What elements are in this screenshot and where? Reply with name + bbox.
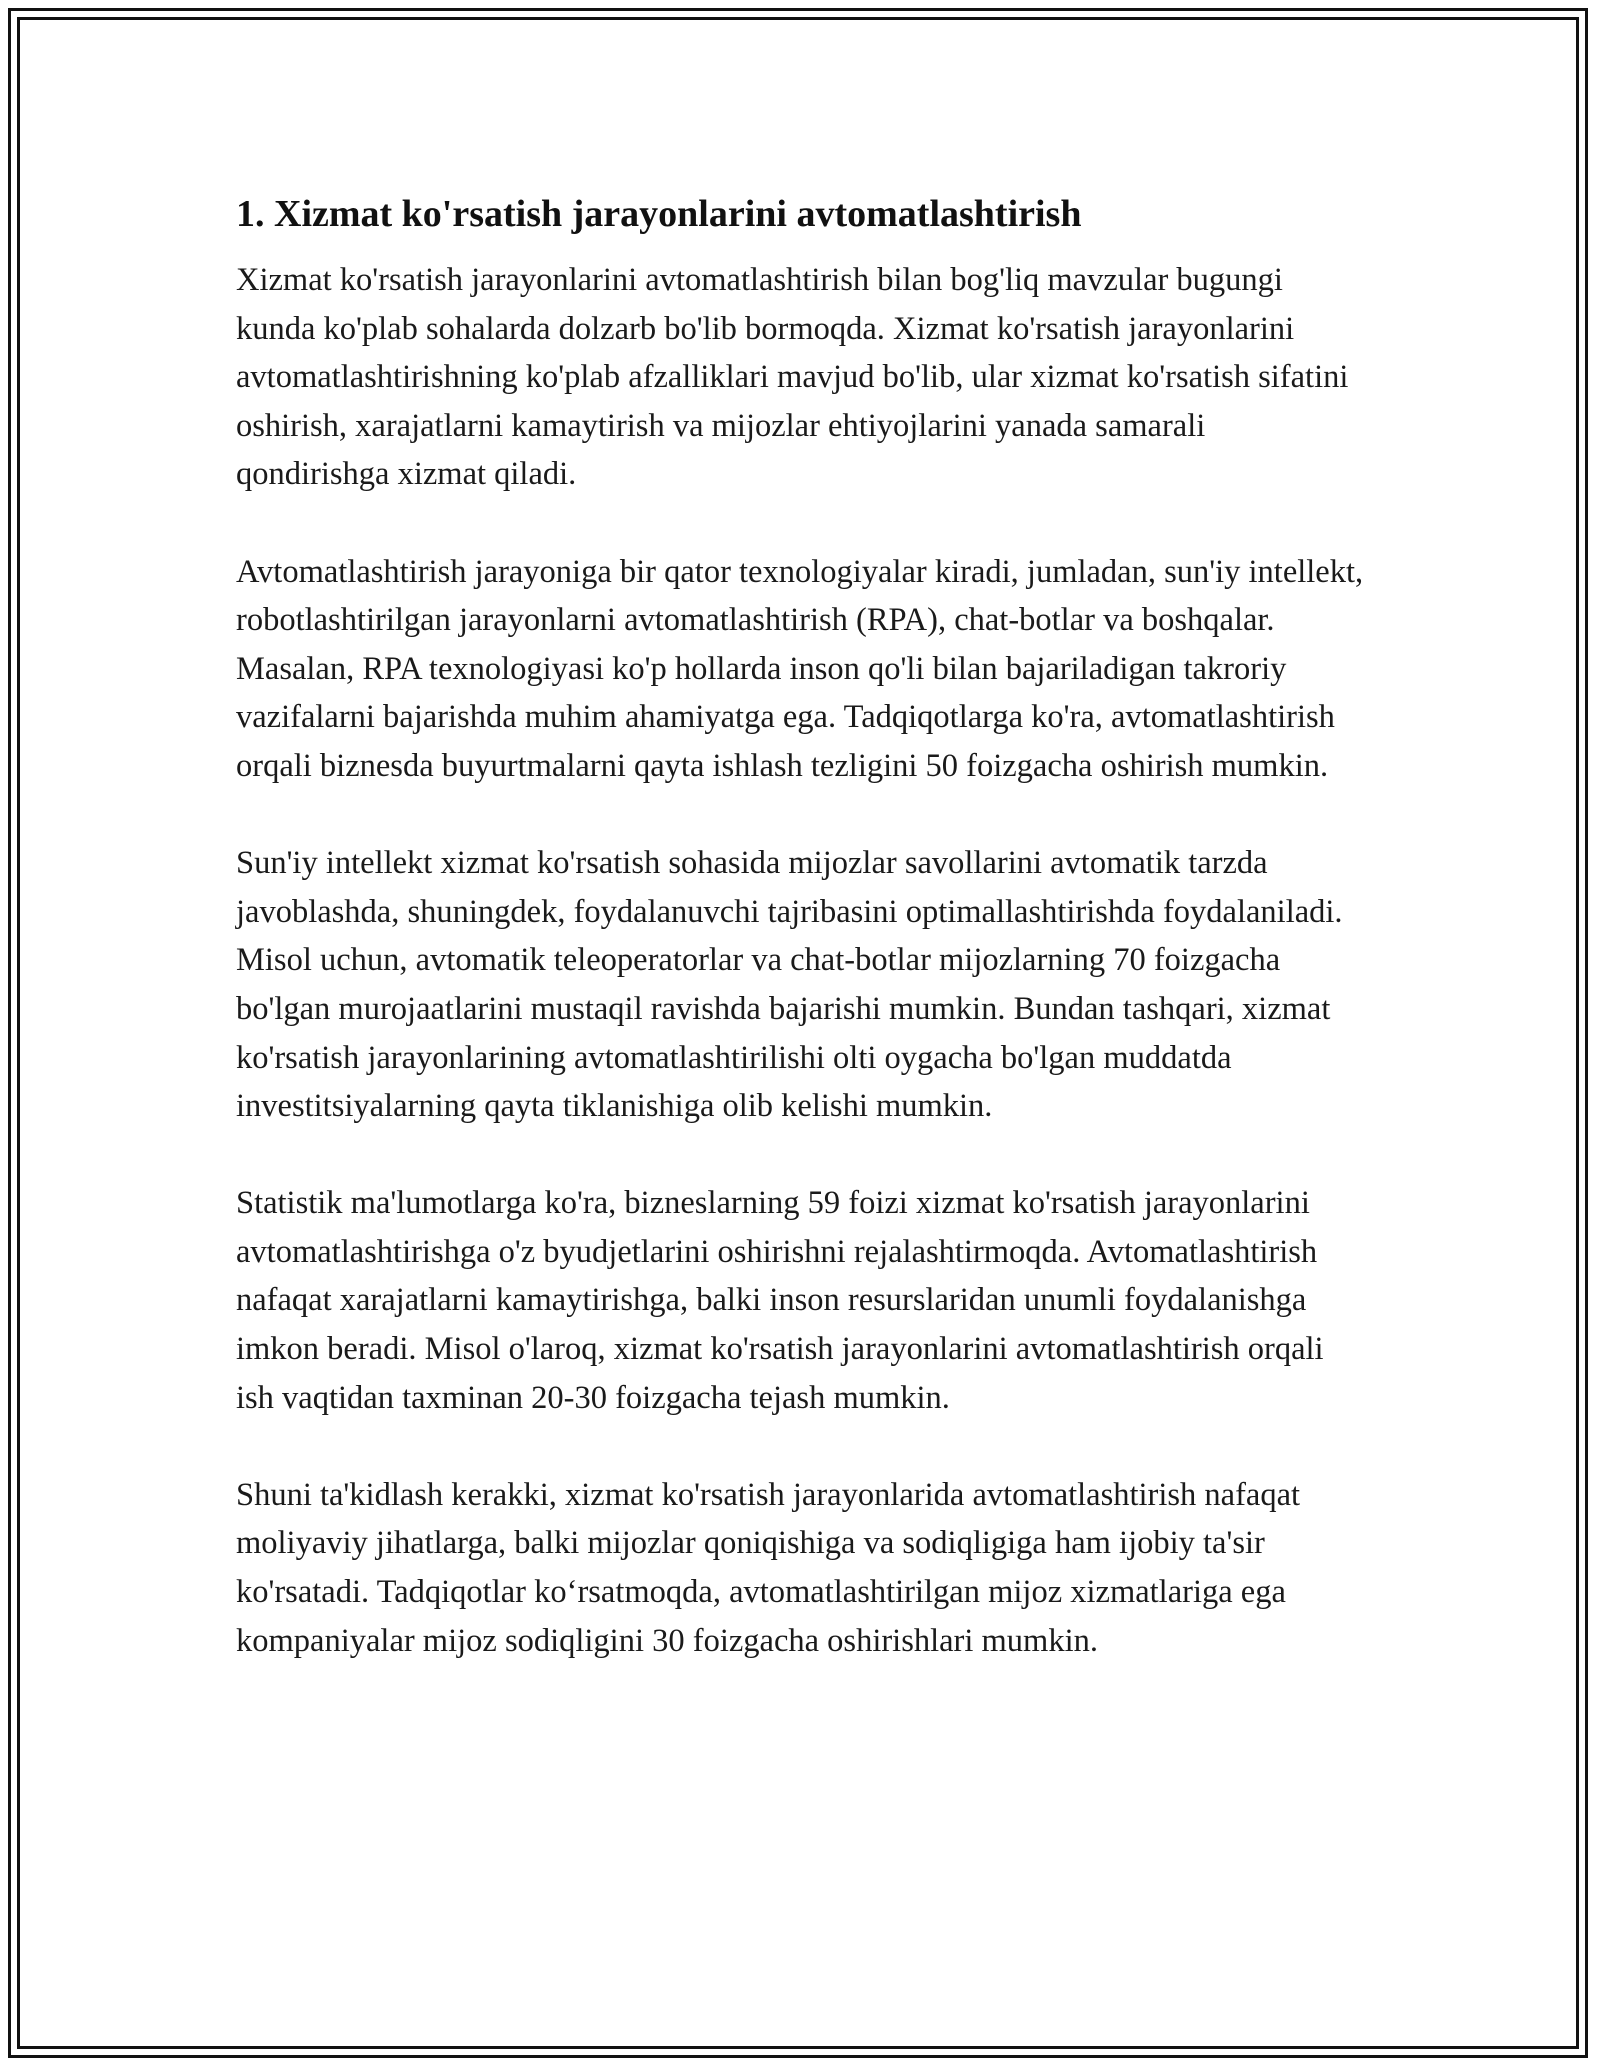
document-body [236,188,1366,1714]
paragraph-intro: Xizmat ko'rsatish jarayonlarini avtomatlashtirish bilan bog'liq mavzular bugungi kunda ko'plab sohalarda dolzarb bo'lib bormoqda. Xizmat ko'rsatish jarayonlarini avtomatlashtirishning ko'plab afzalliklari mavjud bo'lib, ular xizmat ko'rsatish sifatini oshirish, xarajatlarni kamaytirish va mijozlar ehtiyojlarini yanada samarali qondirishga xizmat qiladi. [236,262,1349,493]
paragraph-statistics: Statistik ma'lumotlarga ko'ra, bizneslarning 59 foizi xizmat ko'rsatish jarayonlarini avtomatlashtirishga o'z byudjetlarini oshirishni rejalashtirmoqda. Avtomatlashtirish nafaqat xarajatlarni kamaytirishga, balki inson resurslaridan unumli foydalanishga imkon beradi. Misol o'laroq, xizmat ko'rsatish jarayonlarini avtomatlashtirish orqali ish vaqtidan taxminan 20-30 foizgacha tejash mumkin. [236,1185,1324,1416]
paragraph-conclusion: Shuni ta'kidlash kerakki, xizmat ko'rsatish jarayonlarida avtomatlashtirish nafaqat moliyaviy jihatlarga, balki mijozlar qoniqishiga va sodiqligiga ham ijobiy ta'sir ko'rsatadi. Tadqiqotlar ko‘rsatmoqda, avtomatlashtirilgan mijoz xizmatlariga ega kompaniyalar mijoz sodiqligini 30 foizgacha oshirishlari mumkin. [236,1476,1301,1659]
paragraph-technologies: Avtomatlashtirish jarayoniga bir qator texnologiyalar kiradi, jumladan, sun'iy intellekt, robotlashtirilgan jarayonlarni avtomatlashtirish (RPA), chat-botlar va boshqalar. Masalan, RPA texnologiyasi ko'p hollarda inson qo'li bilan bajariladigan takroriy vazifalarni bajarishda muhim ahamiyatga ega. Tadqiqotlarga ko'ra, avtomatlashtirish orqali biznesda buyurtmalarni qayta ishlash tezligini 50 foizgacha oshirish mumkin. [236,553,1364,784]
paragraph-ai: Sun'iy intellekt xizmat ko'rsatish sohasida mijozlar savollarini avtomatik tarzda javoblashda, shuningdek, foydalanuvchi tajribasini optimallashtirishda foydalaniladi. Misol uchun, avtomatik teleoperatorlar va chat-botlar mijozlarning 70 foizgacha bo'lgan murojaatlarini mustaqil ravishda bajarishi mumkin. Bundan tashqari, xizmat ko'rsatish jarayonlarining avtomatlashtirilishi olti oygacha bo'lgan muddatda investitsiyalarning qayta tiklanishiga olib kelishi mumkin. [236,845,1343,1125]
section-heading: 1. Xizmat ko'rsatish jarayonlarini avtomatlashtirish [236,193,1082,235]
